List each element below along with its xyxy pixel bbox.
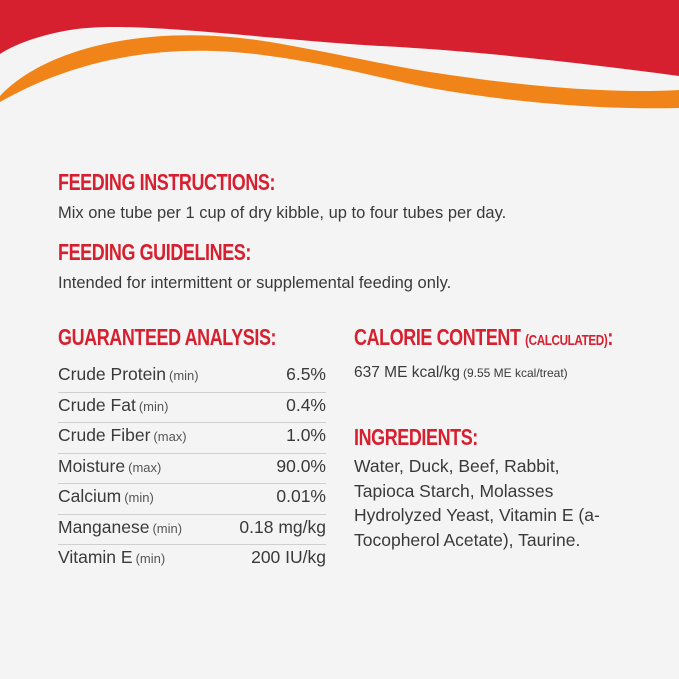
feeding-instructions-text: Mix one tube per 1 cup of dry kibble, up to four tubes per day. [58,204,507,222]
nutrient-name: Crude Fat [58,394,136,415]
feeding-instructions-heading: FEEDING INSTRUCTIONS: [58,169,276,195]
nutrient-qualifier: (max) [153,429,187,444]
analysis-row-crude-fiber [58,423,326,454]
nutrient-qualifier: (min) [168,368,199,383]
feeding-guidelines-text: Intended for intermittent or supplemental feeding only. [58,274,452,292]
nutrient-qualifier: (max) [128,459,162,475]
nutrient-value: 90.0% [276,455,326,476]
nutrient-value: 0.01% [276,486,326,506]
nutrient-name: Moisture [58,455,126,476]
ingredients-text: Water, Duck, Beef, Rabbit, Tapioca Starch, Molasses Hydrolyzed Yeast, Vitamin E (a-Tocopherol Acetate), Taurine. [354,456,600,550]
calorie-heading-qualifier: (CALCULATED) [525,332,608,349]
analysis-row-vitamin-e [58,545,326,576]
nutrient-name: Manganese [58,516,150,537]
header-wave-decoration [0,0,679,120]
analysis-row-moisture [58,454,326,485]
guaranteed-analysis-heading: GUARANTEED ANALYSIS: [58,324,277,350]
ingredients-heading: INGREDIENTS: [354,424,478,450]
nutrient-name: Crude Fiber [58,425,151,445]
nutrient-qualifier: (min) [135,551,166,566]
feeding-guidelines-heading: FEEDING GUIDELINES: [58,239,251,265]
calorie-heading-colon: : [607,324,613,350]
nutrient-value: 1.0% [286,425,326,445]
nutrient-name: Crude Protein [58,364,166,384]
nutrient-name: Calcium [58,486,122,506]
analysis-row-crude-fat [58,393,326,424]
calorie-per-kg: 637 ME kcal/kg [354,364,460,381]
nutrient-qualifier: (min) [152,520,183,536]
nutrient-value: 0.4% [286,394,326,415]
nutrient-qualifier: (min) [138,398,169,414]
calorie-per-treat: (9.55 ME kcal/treat) [462,366,568,380]
calorie-content-heading [354,326,613,349]
calorie-heading-main: CALORIE CONTENT [354,324,521,350]
analysis-row-crude-protein [58,362,326,393]
nutrient-value: 0.18 mg/kg [239,516,326,537]
nutrient-value: 200 IU/kg [251,547,326,567]
analysis-row-manganese [58,515,326,546]
analysis-row-calcium [58,484,326,515]
guaranteed-analysis-table [58,362,326,576]
calorie-content-value [354,364,568,382]
nutrient-qualifier: (min) [124,490,154,505]
nutrient-name: Vitamin E [58,547,133,567]
nutrient-value: 6.5% [286,364,326,384]
